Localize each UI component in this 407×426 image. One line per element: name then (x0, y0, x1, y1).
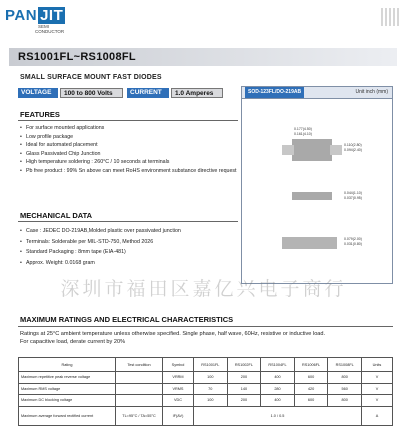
panjit-logo (5, 7, 75, 39)
package-lead-left (282, 145, 294, 155)
dim-label: 0.044(1.10) (344, 191, 362, 195)
table-cell: 600 (294, 372, 328, 384)
table-cell: 100 (194, 372, 228, 384)
table-cell: A (362, 406, 393, 425)
package-top-view (292, 139, 332, 161)
dim-label: 0.110(2.80) (344, 143, 362, 147)
voltage-label: VOLTAGE (18, 88, 58, 98)
table-row (19, 406, 393, 425)
column-header: Units (362, 358, 393, 372)
table-cell: V (362, 395, 393, 407)
column-header: RS1002FL (227, 358, 261, 372)
list-item: • High temperature soldering : 260°C / 10 seconds at terminals (20, 158, 252, 167)
table-cell: Maximum repetitive peak reverse voltage (19, 372, 116, 384)
qr-code-icon (381, 8, 399, 26)
column-header: RS1001FL (194, 358, 228, 372)
voltage-value: 100 to 800 Volts (60, 88, 123, 98)
table-cell: 560 (328, 383, 362, 395)
list-item: • Pb free product : 99% Sn above can meet RoHS environment substance directive request (20, 167, 252, 176)
dim-label: 0.094(2.40) (344, 148, 362, 152)
table-header-row (19, 358, 393, 372)
table-row (19, 383, 393, 395)
current-value: 1.0 Amperes (171, 88, 223, 98)
table-cell: 140 (227, 383, 261, 395)
logo-sub-line1: SEMI (38, 24, 50, 29)
ratings-note-line1: Ratings at 25°C ambient temperature unless otherwise specified. Single phase, half wave, 60Hz, resistive or inductive load. (20, 331, 326, 337)
table-cell: 400 (261, 395, 295, 407)
column-header: RS1008FL (328, 358, 362, 372)
package-lead-right (330, 145, 342, 155)
table-cell: 800 (328, 395, 362, 407)
logo-sub-line2: CONDUCTOR (35, 29, 65, 34)
ratings-note-line2: For capacitive load, derate current by 20% (20, 339, 126, 345)
table-cell: VRMS (163, 383, 194, 395)
package-outline (241, 86, 393, 284)
features-divider (18, 120, 238, 121)
package-side-view (292, 192, 332, 200)
logo-brand-left: PAN (5, 7, 38, 24)
dim-label: 0.031(0.80) (344, 242, 362, 246)
dim-label: 0.037(0.95) (344, 196, 362, 200)
table-cell (116, 372, 163, 384)
list-item: • Ideal for automated placement (20, 141, 252, 150)
column-header: Rating (19, 358, 116, 372)
mechanical-divider (18, 221, 238, 222)
table-cell: VRRM (163, 372, 194, 384)
features-list (20, 124, 252, 175)
features-heading: FEATURES (20, 110, 60, 119)
dim-label: 0.079(2.00) (344, 237, 362, 241)
current-label: CURRENT (127, 88, 169, 98)
list-item: • Case : JEDEC DO-219AB,Molded plastic over passivated junction (20, 226, 252, 237)
table-cell (116, 383, 163, 395)
list-item: • Standard Packaging : 8mm tape (EIA-481) (20, 247, 252, 258)
table-cell: 1.0 / 0.5 (194, 406, 362, 425)
column-header: Test condition (116, 358, 163, 372)
ratings-divider (18, 326, 393, 327)
table-cell: 200 (227, 372, 261, 384)
package-bottom-view (282, 237, 337, 249)
list-item: • Terminals: Solderable per MIL-STD-750, Method 2026 (20, 237, 252, 248)
table-cell: 400 (261, 372, 295, 384)
mechanical-heading: MECHANICAL DATA (20, 211, 93, 220)
page-title: RS1001FL~RS1008FL (18, 51, 136, 63)
dim-label: 0.161(4.10) (294, 132, 312, 136)
table-cell: 800 (328, 372, 362, 384)
list-item: • Approx. Weight: 0.0168 gram (20, 258, 252, 269)
column-header: RS1004FL (261, 358, 295, 372)
column-header: Symbol (163, 358, 194, 372)
page-subtitle: SMALL SURFACE MOUNT FAST DIODES (20, 74, 162, 81)
table-row (19, 395, 393, 407)
list-item: • Low profile package (20, 133, 252, 142)
table-cell: 200 (227, 395, 261, 407)
table-cell: Maximum DC blocking voltage (19, 395, 116, 407)
ratings-note (20, 330, 392, 346)
table-cell: VDC (163, 395, 194, 407)
table-cell: 100 (194, 395, 228, 407)
table-cell: 70 (194, 383, 228, 395)
list-item: • For surface mounted applications (20, 124, 252, 133)
table-cell: 420 (294, 383, 328, 395)
dim-label: 0.177(4.50) (294, 127, 312, 131)
table-row (19, 372, 393, 384)
ratings-table (18, 357, 393, 426)
table-cell (116, 395, 163, 407)
logo-brand-right: JIT (40, 7, 64, 24)
table-cell: Maximum average forward rectified current (19, 406, 116, 425)
table-cell: V (362, 372, 393, 384)
list-item: • Glass Passivated Chip Junction (20, 150, 252, 159)
column-header: RS1006FL (294, 358, 328, 372)
ratings-heading: MAXIMUM RATINGS AND ELECTRICAL CHARACTERISTICS (20, 315, 234, 324)
table-cell: IF(AV) (163, 406, 194, 425)
table-cell: TL=95°C / TA=55°C (116, 406, 163, 425)
package-name: SOD-123FL/DO-219AB (245, 87, 304, 98)
mechanical-list (20, 226, 252, 268)
package-unit: Unit inch (mm) (355, 89, 388, 95)
table-cell: 280 (261, 383, 295, 395)
package-header (242, 87, 392, 99)
table-cell: Maximum RMS voltage (19, 383, 116, 395)
table-cell: V (362, 383, 393, 395)
table-cell: 600 (294, 395, 328, 407)
watermark: 深圳市福田区嘉亿兴电子商行 (60, 278, 347, 300)
